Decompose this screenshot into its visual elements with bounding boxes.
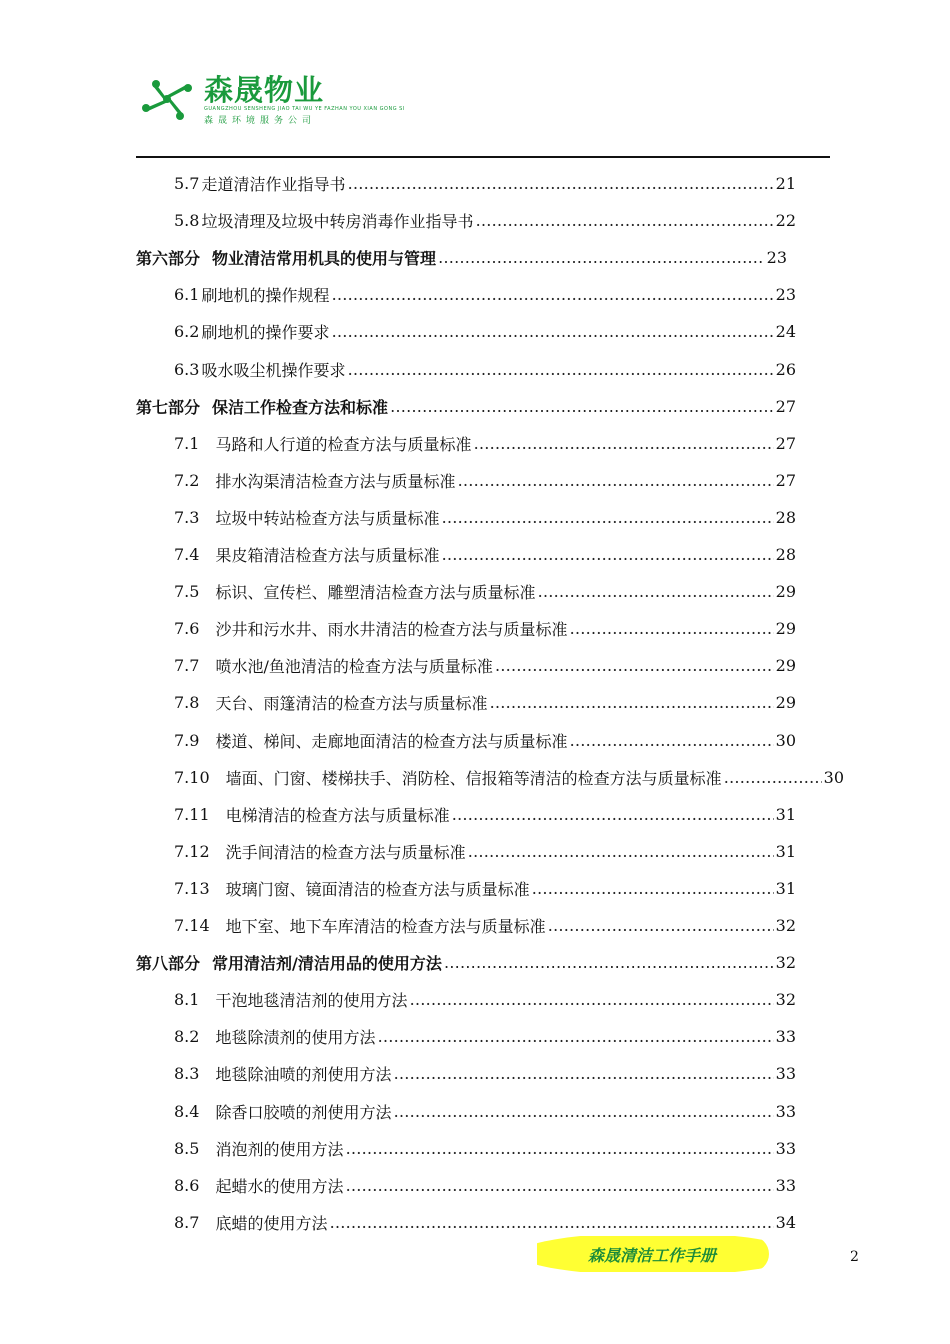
toc-leader-dots xyxy=(548,916,774,935)
toc-page-number: 32 xyxy=(775,952,796,972)
toc-leader-dots xyxy=(473,434,773,453)
toc-entry-row[interactable] xyxy=(174,319,796,343)
toc-number: 6.2 xyxy=(174,321,200,341)
toc-title: 干泡地毯清洁剂的使用方法 xyxy=(215,990,408,1010)
toc-leader-dots xyxy=(468,842,774,861)
toc-page-number: 30 xyxy=(823,767,844,787)
toc-number: 8.2 xyxy=(174,1026,200,1046)
toc-page-number: 23 xyxy=(766,247,787,267)
toc-title: 垃圾中转站检查方法与质量标准 xyxy=(215,508,440,528)
toc-title: 标识、宣传栏、雕塑清洁检查方法与质量标准 xyxy=(215,582,536,602)
toc-number: 7.6 xyxy=(174,618,200,638)
toc-number: 7.13 xyxy=(174,878,210,898)
toc-page-number: 27 xyxy=(775,396,796,416)
toc-leader-dots xyxy=(345,1176,773,1195)
toc-entry-row[interactable] xyxy=(174,1099,796,1123)
toc-page-number: 29 xyxy=(775,581,796,601)
toc-title: 刷地机的操作要求 xyxy=(201,322,330,342)
toc-entry-row[interactable] xyxy=(174,171,796,195)
toc-number: 第六部分 xyxy=(136,248,201,268)
toc-leader-dots xyxy=(441,545,773,564)
toc-entry-row[interactable] xyxy=(174,728,796,752)
toc-entry-row[interactable] xyxy=(174,987,796,1011)
toc-leader-dots xyxy=(569,619,773,638)
toc-title: 天台、雨篷清洁的检查方法与质量标准 xyxy=(215,693,488,713)
toc-entry-row[interactable] xyxy=(174,431,796,455)
toc-number: 8.1 xyxy=(174,989,200,1009)
toc-entry-row[interactable] xyxy=(174,579,796,603)
toc-entry-row[interactable] xyxy=(174,505,796,529)
toc-page-number: 33 xyxy=(775,1026,796,1046)
toc-page-number: 31 xyxy=(775,841,796,861)
toc-leader-dots xyxy=(347,360,773,379)
toc-page-number: 33 xyxy=(775,1063,796,1083)
toc-entry-row[interactable] xyxy=(174,839,796,863)
toc-number: 7.4 xyxy=(174,544,200,564)
toc-number: 6.1 xyxy=(174,284,200,304)
toc-page-number: 33 xyxy=(775,1175,796,1195)
toc-number: 8.5 xyxy=(174,1138,200,1158)
toc-number: 8.4 xyxy=(174,1101,200,1121)
toc-entry-row[interactable] xyxy=(174,765,844,789)
toc-page-number: 30 xyxy=(775,730,796,750)
toc-title: 喷水池/鱼池清洁的检查方法与质量标准 xyxy=(215,656,493,676)
toc-leader-dots xyxy=(475,211,773,230)
toc-number: 第七部分 xyxy=(136,397,201,417)
toc-title: 刷地机的操作规程 xyxy=(201,285,330,305)
toc-title: 地毯除渍剂的使用方法 xyxy=(215,1027,376,1047)
toc-page-number: 32 xyxy=(775,989,796,1009)
toc-entry-row[interactable] xyxy=(174,616,796,640)
toc-title: 排水沟渠清洁检查方法与质量标准 xyxy=(215,471,456,491)
toc-page-number: 27 xyxy=(775,433,796,453)
toc-entry-row[interactable] xyxy=(174,282,796,306)
logo-pinyin-line: GUANGZHOU SENSHENG JIAO TAI WU YE FAZHAN YOU XIAN GONG SI xyxy=(204,106,405,112)
toc-entry-row[interactable] xyxy=(174,468,796,492)
toc-leader-dots xyxy=(438,248,765,267)
toc-page-number: 31 xyxy=(775,804,796,824)
toc-number: 7.14 xyxy=(174,915,210,935)
toc-page-number: 27 xyxy=(775,470,796,490)
toc-title: 走道清洁作业指导书 xyxy=(201,174,346,194)
toc-leader-dots xyxy=(390,397,774,416)
toc-number: 7.1 xyxy=(174,433,200,453)
page-number: 2 xyxy=(850,1249,859,1265)
toc-leader-dots xyxy=(444,953,774,972)
logo-mark-icon xyxy=(138,76,196,122)
toc-leader-dots xyxy=(331,322,773,341)
toc-leader-dots xyxy=(724,768,822,787)
toc-number: 7.3 xyxy=(174,507,200,527)
toc-leader-dots xyxy=(489,693,773,712)
toc-entry-row[interactable] xyxy=(174,1024,796,1048)
toc-title: 吸水吸尘机操作要求 xyxy=(201,360,346,380)
toc-leader-dots xyxy=(457,471,773,490)
toc-title: 墙面、门窗、楼梯扶手、消防栓、信报箱等清洁的检查方法与质量标准 xyxy=(225,768,722,788)
toc-title: 洗手间清洁的检查方法与质量标准 xyxy=(225,842,466,862)
toc-page-number: 28 xyxy=(775,544,796,564)
company-logo xyxy=(138,68,405,128)
toc-page-number: 29 xyxy=(775,692,796,712)
toc-entry-row[interactable] xyxy=(174,802,796,826)
toc-page-number: 33 xyxy=(775,1101,796,1121)
toc-number: 7.9 xyxy=(174,730,200,750)
toc-title: 楼道、梯间、走廊地面清洁的检查方法与质量标准 xyxy=(215,731,568,751)
toc-title: 消泡剂的使用方法 xyxy=(215,1139,344,1159)
toc-number: 7.11 xyxy=(174,804,210,824)
toc-leader-dots xyxy=(377,1027,773,1046)
toc-leader-dots xyxy=(569,731,773,750)
toc-title: 物业清洁常用机具的使用与管理 xyxy=(212,248,437,268)
toc-page-number: 33 xyxy=(775,1138,796,1158)
toc-section-row[interactable] xyxy=(136,245,787,269)
toc-title: 地毯除油喷的剂使用方法 xyxy=(215,1064,392,1084)
toc-entry-row[interactable] xyxy=(174,876,796,900)
toc-title: 常用清洁剂/清洁用品的使用方法 xyxy=(212,953,442,973)
toc-page-number: 34 xyxy=(775,1212,796,1232)
toc-leader-dots xyxy=(331,285,773,304)
toc-title: 垃圾清理及垃圾中转房消毒作业指导书 xyxy=(201,211,474,231)
logo-subtitle: 森晟环境服务公司 xyxy=(204,116,317,126)
toc-page-number: 29 xyxy=(775,655,796,675)
toc-entry-row[interactable] xyxy=(174,1173,796,1197)
header-divider xyxy=(136,156,830,158)
toc-leader-dots xyxy=(537,582,773,601)
toc-entry-row[interactable] xyxy=(174,690,796,714)
toc-entry-row[interactable] xyxy=(174,653,796,677)
toc-number: 7.8 xyxy=(174,692,200,712)
toc-number: 7.12 xyxy=(174,841,210,861)
toc-leader-dots xyxy=(452,805,774,824)
footer-manual-title: 森晟清洁工作手册 xyxy=(588,1246,717,1265)
toc-number: 7.5 xyxy=(174,581,200,601)
toc-section-row[interactable] xyxy=(136,950,796,974)
toc-page-number: 32 xyxy=(775,915,796,935)
toc-number: 第八部分 xyxy=(136,953,201,973)
toc-page-number: 28 xyxy=(775,507,796,527)
toc-page-number: 24 xyxy=(775,321,796,341)
toc-entry-row[interactable] xyxy=(174,208,796,232)
toc-entry-row[interactable] xyxy=(174,1136,796,1160)
toc-entry-row[interactable] xyxy=(174,542,796,566)
toc-title: 电梯清洁的检查方法与质量标准 xyxy=(225,805,450,825)
toc-title: 马路和人行道的检查方法与质量标准 xyxy=(215,434,472,454)
toc-leader-dots xyxy=(495,656,774,675)
toc-page-number: 23 xyxy=(775,284,796,304)
toc-page-number: 26 xyxy=(775,359,796,379)
toc-entry-row[interactable] xyxy=(174,1210,796,1234)
toc-leader-dots xyxy=(347,174,773,193)
toc-title: 果皮箱清洁检查方法与质量标准 xyxy=(215,545,440,565)
toc-number: 7.7 xyxy=(174,655,200,675)
toc-entry-row[interactable] xyxy=(174,1061,796,1085)
toc-number: 5.7 xyxy=(174,173,200,193)
toc-section-row[interactable] xyxy=(136,394,796,418)
toc-page-number: 22 xyxy=(775,210,796,230)
toc-title: 地下室、地下车库清洁的检查方法与质量标准 xyxy=(225,916,546,936)
toc-page-number: 31 xyxy=(775,878,796,898)
toc-page-number: 21 xyxy=(775,173,796,193)
toc-title: 玻璃门窗、镜面清洁的检查方法与质量标准 xyxy=(225,879,530,899)
toc-number: 7.10 xyxy=(174,767,210,787)
toc-leader-dots xyxy=(345,1139,773,1158)
toc-title: 保洁工作检查方法和标准 xyxy=(212,397,389,417)
toc-page-number: 29 xyxy=(775,618,796,638)
toc-number: 7.2 xyxy=(174,470,200,490)
toc-leader-dots xyxy=(441,508,773,527)
toc-leader-dots xyxy=(393,1102,773,1121)
toc-title: 除香口胶喷的剂使用方法 xyxy=(215,1102,392,1122)
toc-number: 5.8 xyxy=(174,210,200,230)
toc-title: 底蜡的使用方法 xyxy=(215,1213,328,1233)
toc-number: 8.7 xyxy=(174,1212,200,1232)
toc-entry-row[interactable] xyxy=(174,913,796,937)
toc-title: 起蜡水的使用方法 xyxy=(215,1176,344,1196)
toc-title: 沙井和污水井、雨水井清洁的检查方法与质量标准 xyxy=(215,619,568,639)
toc-number: 8.3 xyxy=(174,1063,200,1083)
toc-entry-row[interactable] xyxy=(174,357,796,381)
toc-number: 6.3 xyxy=(174,359,200,379)
logo-company-name: 森晟物业 xyxy=(204,73,325,107)
toc-leader-dots xyxy=(532,879,774,898)
toc-leader-dots xyxy=(409,990,773,1009)
toc-number: 8.6 xyxy=(174,1175,200,1195)
toc-leader-dots xyxy=(329,1213,773,1232)
toc-leader-dots xyxy=(393,1064,773,1083)
